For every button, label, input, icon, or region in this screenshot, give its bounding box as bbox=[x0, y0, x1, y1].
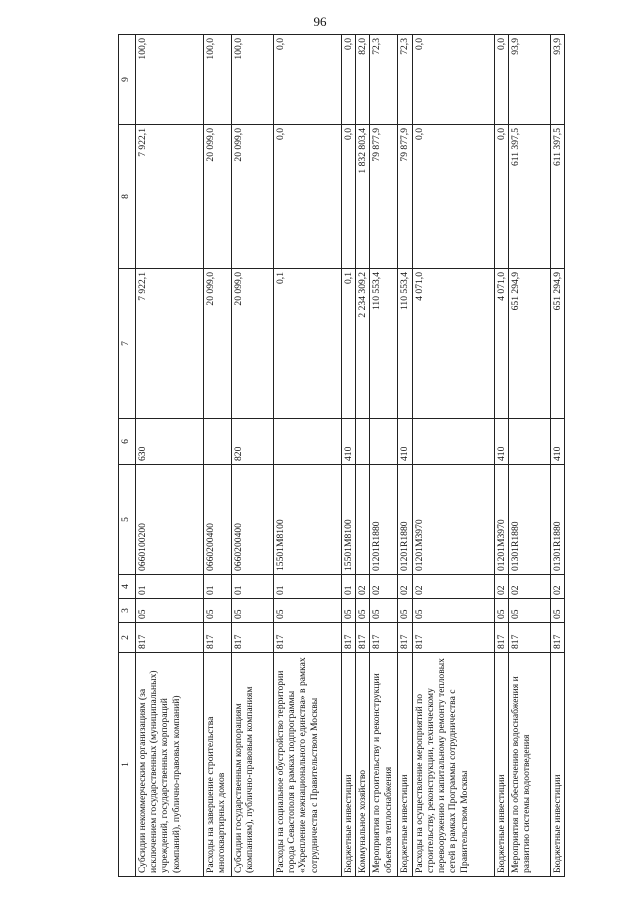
execution-percent-cell: 100,0 bbox=[204, 35, 232, 125]
planned-amount-cell: 651 294,9 bbox=[508, 269, 550, 419]
section-code-cell: 05 bbox=[136, 599, 204, 623]
budget-table-rotated bbox=[118, 35, 603, 877]
table-row bbox=[412, 35, 494, 877]
ministry-code-cell: 817 bbox=[508, 623, 550, 653]
planned-amount-cell: 4 071,0 bbox=[412, 269, 494, 419]
row-name-cell: Бюджетные инвестиции bbox=[342, 653, 356, 877]
table-row bbox=[508, 35, 550, 877]
execution-percent-cell: 0,0 bbox=[342, 35, 356, 125]
header-cell: 7 bbox=[119, 269, 136, 419]
table-row bbox=[370, 35, 398, 877]
subsection-code-cell: 01 bbox=[204, 575, 232, 599]
subsection-code-cell: 02 bbox=[412, 575, 494, 599]
target-article-cell: 01301R1880 bbox=[508, 465, 550, 575]
expense-type-cell: 820 bbox=[232, 419, 274, 465]
executed-amount-cell: 20 099,0 bbox=[204, 125, 232, 269]
section-code-cell: 05 bbox=[508, 599, 550, 623]
target-article-cell: 0660100200 bbox=[136, 465, 204, 575]
expense-type-cell bbox=[412, 419, 494, 465]
executed-amount-cell: 611 397,5 bbox=[508, 125, 550, 269]
row-name-cell: Мероприятия по строительству и реконструкции объектов теплоснабжения bbox=[370, 653, 398, 877]
section-code-cell: 05 bbox=[232, 599, 274, 623]
planned-amount-cell: 0,1 bbox=[274, 269, 342, 419]
execution-percent-cell: 93,9 bbox=[508, 35, 550, 125]
executed-amount-cell: 0,0 bbox=[342, 125, 356, 269]
row-name-cell: Субсидии некоммерческим организациям (за исключением государственных (муниципальных) учреждений, государственных корпораций (компаний), публично-правовых компаний) bbox=[136, 653, 204, 877]
subsection-code-cell: 01 bbox=[136, 575, 204, 599]
section-code-cell: 05 bbox=[204, 599, 232, 623]
header-cell: 1 bbox=[119, 653, 136, 877]
budget-table bbox=[118, 34, 565, 877]
row-name-cell: Расходы на осуществление мероприятий по строительству, реконструкции, техническому перевооружению и капитальному ремонту тепловых сетей в рамках Программы сотрудничества с Правительством Москвы bbox=[412, 653, 494, 877]
executed-amount-cell: 79 877,9 bbox=[398, 125, 412, 269]
planned-amount-cell: 2 234 309,2 bbox=[356, 269, 370, 419]
execution-percent-cell: 100,0 bbox=[136, 35, 204, 125]
expense-type-cell: 410 bbox=[494, 419, 508, 465]
section-code-cell: 05 bbox=[356, 599, 370, 623]
target-article-cell: 01201M3970 bbox=[494, 465, 508, 575]
expense-type-cell bbox=[508, 419, 550, 465]
executed-amount-cell: 20 099,0 bbox=[232, 125, 274, 269]
subsection-code-cell: 02 bbox=[356, 575, 370, 599]
table-header-row bbox=[119, 35, 136, 877]
ministry-code-cell: 817 bbox=[274, 623, 342, 653]
target-article-cell bbox=[356, 465, 370, 575]
target-article-cell: 01201R1880 bbox=[370, 465, 398, 575]
subsection-code-cell: 02 bbox=[508, 575, 550, 599]
header-cell: 5 bbox=[119, 465, 136, 575]
execution-percent-cell: 82,0 bbox=[356, 35, 370, 125]
planned-amount-cell: 0,1 bbox=[342, 269, 356, 419]
expense-type-cell: 410 bbox=[398, 419, 412, 465]
ministry-code-cell: 817 bbox=[204, 623, 232, 653]
expense-type-cell bbox=[204, 419, 232, 465]
section-code-cell: 05 bbox=[398, 599, 412, 623]
planned-amount-cell: 4 071,0 bbox=[494, 269, 508, 419]
executed-amount-cell: 79 877,9 bbox=[370, 125, 398, 269]
execution-percent-cell: 93,9 bbox=[550, 35, 564, 125]
row-name-cell: Бюджетные инвестиции bbox=[494, 653, 508, 877]
expense-type-cell bbox=[274, 419, 342, 465]
execution-percent-cell: 72,3 bbox=[370, 35, 398, 125]
executed-amount-cell: 7 922,1 bbox=[136, 125, 204, 269]
ministry-code-cell: 817 bbox=[398, 623, 412, 653]
target-article-cell: 15501M8100 bbox=[274, 465, 342, 575]
target-article-cell: 15501M8100 bbox=[342, 465, 356, 575]
execution-percent-cell: 72,3 bbox=[398, 35, 412, 125]
target-article-cell: 01201M3970 bbox=[412, 465, 494, 575]
table-row bbox=[274, 35, 342, 877]
table-row bbox=[550, 35, 564, 877]
executed-amount-cell: 0,0 bbox=[494, 125, 508, 269]
ministry-code-cell: 817 bbox=[232, 623, 274, 653]
section-code-cell: 05 bbox=[494, 599, 508, 623]
execution-percent-cell: 100,0 bbox=[232, 35, 274, 125]
planned-amount-cell: 110 553,4 bbox=[370, 269, 398, 419]
planned-amount-cell: 651 294,9 bbox=[550, 269, 564, 419]
planned-amount-cell: 20 099,0 bbox=[204, 269, 232, 419]
executed-amount-cell: 1 832 803,4 bbox=[356, 125, 370, 269]
executed-amount-cell: 0,0 bbox=[274, 125, 342, 269]
row-name-cell: Мероприятия по обеспечению водоснабжения и развитию системы водоотведения bbox=[508, 653, 550, 877]
subsection-code-cell: 02 bbox=[398, 575, 412, 599]
execution-percent-cell: 0,0 bbox=[274, 35, 342, 125]
subsection-code-cell: 01 bbox=[232, 575, 274, 599]
page-number: 96 bbox=[313, 14, 327, 29]
table-row bbox=[356, 35, 370, 877]
row-name-cell: Расходы на социальное обустройство территории города Севастополя в рамках подпрограммы «Укрепление межнационального единства» в рамках сотрудничества с Правительством Москвы bbox=[274, 653, 342, 877]
subsection-code-cell: 02 bbox=[494, 575, 508, 599]
subsection-code-cell: 01 bbox=[342, 575, 356, 599]
expense-type-cell: 410 bbox=[550, 419, 564, 465]
header-cell: 3 bbox=[119, 599, 136, 623]
row-name-cell: Расходы на завершение строительства многоквартирных домов bbox=[204, 653, 232, 877]
ministry-code-cell: 817 bbox=[550, 623, 564, 653]
expense-type-cell bbox=[356, 419, 370, 465]
header-cell: 2 bbox=[119, 623, 136, 653]
ministry-code-cell: 817 bbox=[356, 623, 370, 653]
ministry-code-cell: 817 bbox=[342, 623, 356, 653]
ministry-code-cell: 817 bbox=[494, 623, 508, 653]
planned-amount-cell: 7 922,1 bbox=[136, 269, 204, 419]
execution-percent-cell: 0,0 bbox=[412, 35, 494, 125]
ministry-code-cell: 817 bbox=[412, 623, 494, 653]
expense-type-cell bbox=[370, 419, 398, 465]
expense-type-cell: 630 bbox=[136, 419, 204, 465]
section-code-cell: 05 bbox=[342, 599, 356, 623]
execution-percent-cell: 0,0 bbox=[494, 35, 508, 125]
executed-amount-cell: 611 397,5 bbox=[550, 125, 564, 269]
executed-amount-cell: 0,0 bbox=[412, 125, 494, 269]
row-name-cell: Коммунальное хозяйство bbox=[356, 653, 370, 877]
subsection-code-cell: 02 bbox=[370, 575, 398, 599]
planned-amount-cell: 110 553,4 bbox=[398, 269, 412, 419]
expense-type-cell: 410 bbox=[342, 419, 356, 465]
section-code-cell: 05 bbox=[550, 599, 564, 623]
ministry-code-cell: 817 bbox=[136, 623, 204, 653]
table-row bbox=[398, 35, 412, 877]
subsection-code-cell: 02 bbox=[550, 575, 564, 599]
section-code-cell: 05 bbox=[274, 599, 342, 623]
subsection-code-cell: 01 bbox=[274, 575, 342, 599]
table-row bbox=[136, 35, 204, 877]
planned-amount-cell: 20 099,0 bbox=[232, 269, 274, 419]
ministry-code-cell: 817 bbox=[370, 623, 398, 653]
table-row bbox=[232, 35, 274, 877]
target-article-cell: 0660200400 bbox=[232, 465, 274, 575]
header-cell: 6 bbox=[119, 419, 136, 465]
row-name-cell: Бюджетные инвестиции bbox=[550, 653, 564, 877]
row-name-cell: Субсидии государственным корпорациям (компаниям), публично-правовым компаниям bbox=[232, 653, 274, 877]
header-cell: 4 bbox=[119, 575, 136, 599]
table-row bbox=[494, 35, 508, 877]
target-article-cell: 0660200400 bbox=[204, 465, 232, 575]
header-cell: 8 bbox=[119, 125, 136, 269]
section-code-cell: 05 bbox=[412, 599, 494, 623]
header-cell: 9 bbox=[119, 35, 136, 125]
table-row bbox=[204, 35, 232, 877]
row-name-cell: Бюджетные инвестиции bbox=[398, 653, 412, 877]
target-article-cell: 01201R1880 bbox=[398, 465, 412, 575]
target-article-cell: 01301R1880 bbox=[550, 465, 564, 575]
table-row bbox=[342, 35, 356, 877]
section-code-cell: 05 bbox=[370, 599, 398, 623]
